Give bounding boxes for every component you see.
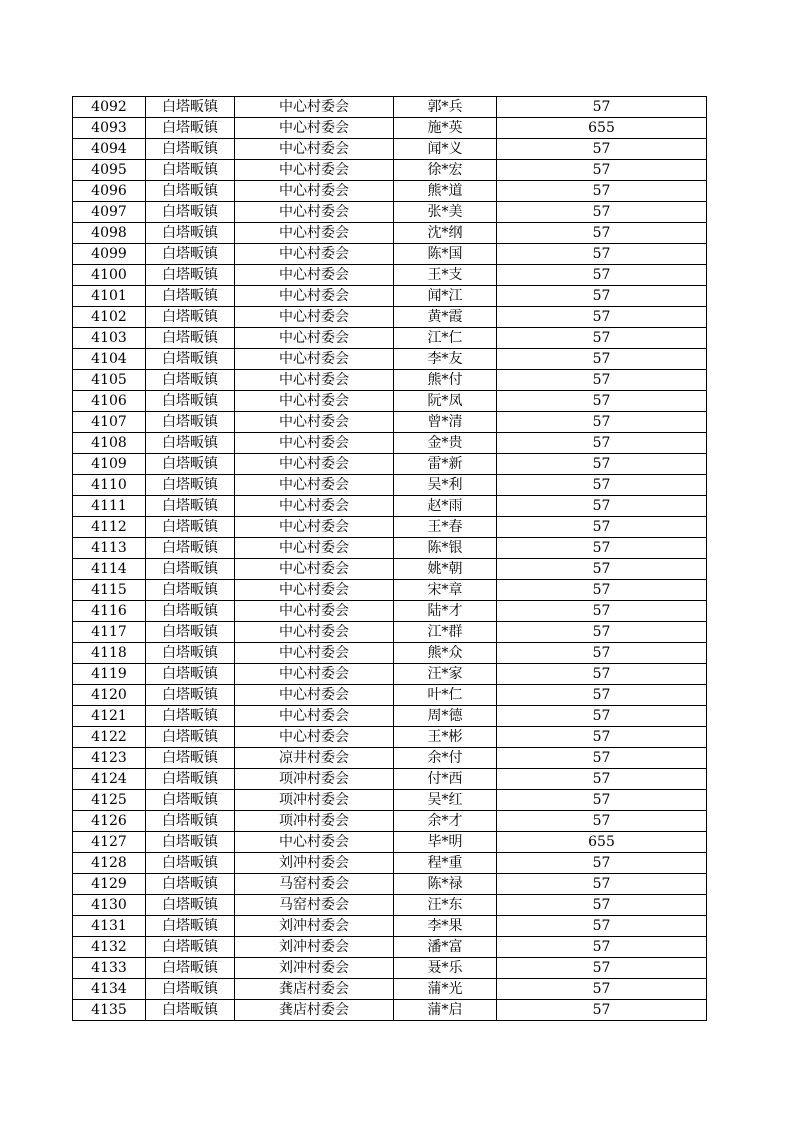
amount-cell: 57 bbox=[497, 664, 707, 685]
row-id-cell: 4101 bbox=[73, 286, 146, 307]
table-row bbox=[73, 622, 707, 643]
village-committee-cell: 中心村委会 bbox=[235, 265, 394, 286]
village-committee-cell: 中心村委会 bbox=[235, 538, 394, 559]
town-cell: 白塔畈镇 bbox=[146, 307, 235, 328]
village-committee-cell: 中心村委会 bbox=[235, 580, 394, 601]
amount-cell: 57 bbox=[497, 160, 707, 181]
village-committee-cell: 中心村委会 bbox=[235, 601, 394, 622]
name-cell: 叶*仁 bbox=[394, 685, 497, 706]
village-committee-cell: 项冲村委会 bbox=[235, 790, 394, 811]
table-row bbox=[73, 454, 707, 475]
town-cell: 白塔畈镇 bbox=[146, 769, 235, 790]
row-id-cell: 4098 bbox=[73, 223, 146, 244]
amount-cell: 57 bbox=[497, 895, 707, 916]
amount-cell: 57 bbox=[497, 181, 707, 202]
amount-cell: 57 bbox=[497, 244, 707, 265]
amount-cell: 57 bbox=[497, 874, 707, 895]
amount-cell: 57 bbox=[497, 139, 707, 160]
amount-cell: 57 bbox=[497, 202, 707, 223]
town-cell: 白塔畈镇 bbox=[146, 517, 235, 538]
row-id-cell: 4129 bbox=[73, 874, 146, 895]
town-cell: 白塔畈镇 bbox=[146, 832, 235, 853]
name-cell: 汪*家 bbox=[394, 664, 497, 685]
town-cell: 白塔畈镇 bbox=[146, 391, 235, 412]
town-cell: 白塔畈镇 bbox=[146, 748, 235, 769]
town-cell: 白塔畈镇 bbox=[146, 958, 235, 979]
table-row bbox=[73, 370, 707, 391]
village-committee-cell: 龚店村委会 bbox=[235, 979, 394, 1000]
village-committee-cell: 马窑村委会 bbox=[235, 895, 394, 916]
amount-cell: 57 bbox=[497, 853, 707, 874]
amount-cell: 57 bbox=[497, 370, 707, 391]
row-id-cell: 4132 bbox=[73, 937, 146, 958]
town-cell: 白塔畈镇 bbox=[146, 916, 235, 937]
town-cell: 白塔畈镇 bbox=[146, 475, 235, 496]
table-row bbox=[73, 895, 707, 916]
table-row bbox=[73, 727, 707, 748]
village-committee-cell: 中心村委会 bbox=[235, 244, 394, 265]
amount-cell: 57 bbox=[497, 1000, 707, 1021]
village-committee-cell: 龚店村委会 bbox=[235, 1000, 394, 1021]
table-row bbox=[73, 832, 707, 853]
name-cell: 蒲*启 bbox=[394, 1000, 497, 1021]
table-row bbox=[73, 979, 707, 1000]
town-cell: 白塔畈镇 bbox=[146, 559, 235, 580]
row-id-cell: 4130 bbox=[73, 895, 146, 916]
town-cell: 白塔畈镇 bbox=[146, 790, 235, 811]
row-id-cell: 4103 bbox=[73, 328, 146, 349]
name-cell: 江*群 bbox=[394, 622, 497, 643]
name-cell: 程*重 bbox=[394, 853, 497, 874]
village-committee-cell: 中心村委会 bbox=[235, 832, 394, 853]
town-cell: 白塔畈镇 bbox=[146, 853, 235, 874]
village-committee-cell: 中心村委会 bbox=[235, 664, 394, 685]
name-cell: 陈*国 bbox=[394, 244, 497, 265]
village-committee-cell: 中心村委会 bbox=[235, 118, 394, 139]
name-cell: 曾*清 bbox=[394, 412, 497, 433]
name-cell: 聂*乐 bbox=[394, 958, 497, 979]
village-committee-cell: 中心村委会 bbox=[235, 475, 394, 496]
table-row bbox=[73, 769, 707, 790]
village-committee-cell: 中心村委会 bbox=[235, 139, 394, 160]
name-cell: 吴*红 bbox=[394, 790, 497, 811]
table-row bbox=[73, 97, 707, 118]
name-cell: 沈*纲 bbox=[394, 223, 497, 244]
town-cell: 白塔畈镇 bbox=[146, 433, 235, 454]
table-row bbox=[73, 496, 707, 517]
town-cell: 白塔畈镇 bbox=[146, 979, 235, 1000]
table-row bbox=[73, 643, 707, 664]
table-row bbox=[73, 265, 707, 286]
town-cell: 白塔畈镇 bbox=[146, 265, 235, 286]
row-id-cell: 4121 bbox=[73, 706, 146, 727]
village-committee-cell: 中心村委会 bbox=[235, 559, 394, 580]
table-row bbox=[73, 160, 707, 181]
table-row bbox=[73, 811, 707, 832]
town-cell: 白塔畈镇 bbox=[146, 538, 235, 559]
table-row bbox=[73, 580, 707, 601]
name-cell: 黄*霞 bbox=[394, 307, 497, 328]
name-cell: 闻*义 bbox=[394, 139, 497, 160]
table-row bbox=[73, 286, 707, 307]
amount-cell: 57 bbox=[497, 559, 707, 580]
row-id-cell: 4126 bbox=[73, 811, 146, 832]
town-cell: 白塔畈镇 bbox=[146, 601, 235, 622]
table-row bbox=[73, 538, 707, 559]
table-row bbox=[73, 223, 707, 244]
row-id-cell: 4135 bbox=[73, 1000, 146, 1021]
village-committee-cell: 中心村委会 bbox=[235, 454, 394, 475]
name-cell: 阮*凤 bbox=[394, 391, 497, 412]
table-row bbox=[73, 706, 707, 727]
amount-cell: 57 bbox=[497, 517, 707, 538]
row-id-cell: 4106 bbox=[73, 391, 146, 412]
village-committee-cell: 中心村委会 bbox=[235, 307, 394, 328]
amount-cell: 57 bbox=[497, 223, 707, 244]
amount-cell: 57 bbox=[497, 748, 707, 769]
town-cell: 白塔畈镇 bbox=[146, 895, 235, 916]
amount-cell: 57 bbox=[497, 391, 707, 412]
row-id-cell: 4092 bbox=[73, 97, 146, 118]
town-cell: 白塔畈镇 bbox=[146, 580, 235, 601]
row-id-cell: 4127 bbox=[73, 832, 146, 853]
table-row bbox=[73, 937, 707, 958]
town-cell: 白塔畈镇 bbox=[146, 811, 235, 832]
table-row bbox=[73, 307, 707, 328]
amount-cell: 57 bbox=[497, 496, 707, 517]
town-cell: 白塔畈镇 bbox=[146, 160, 235, 181]
name-cell: 吴*利 bbox=[394, 475, 497, 496]
name-cell: 付*西 bbox=[394, 769, 497, 790]
village-committee-cell: 项冲村委会 bbox=[235, 769, 394, 790]
village-committee-cell: 项冲村委会 bbox=[235, 811, 394, 832]
village-committee-cell: 中心村委会 bbox=[235, 433, 394, 454]
name-cell: 李*友 bbox=[394, 349, 497, 370]
village-committee-cell: 中心村委会 bbox=[235, 685, 394, 706]
village-committee-cell: 中心村委会 bbox=[235, 181, 394, 202]
town-cell: 白塔畈镇 bbox=[146, 328, 235, 349]
row-id-cell: 4116 bbox=[73, 601, 146, 622]
amount-cell: 57 bbox=[497, 433, 707, 454]
row-id-cell: 4125 bbox=[73, 790, 146, 811]
amount-cell: 57 bbox=[497, 286, 707, 307]
town-cell: 白塔畈镇 bbox=[146, 937, 235, 958]
village-committee-cell: 中心村委会 bbox=[235, 643, 394, 664]
village-committee-cell: 中心村委会 bbox=[235, 517, 394, 538]
table-row bbox=[73, 559, 707, 580]
town-cell: 白塔畈镇 bbox=[146, 1000, 235, 1021]
amount-cell: 655 bbox=[497, 118, 707, 139]
town-cell: 白塔畈镇 bbox=[146, 727, 235, 748]
name-cell: 熊*道 bbox=[394, 181, 497, 202]
row-id-cell: 4109 bbox=[73, 454, 146, 475]
village-committee-cell: 中心村委会 bbox=[235, 622, 394, 643]
row-id-cell: 4111 bbox=[73, 496, 146, 517]
amount-cell: 57 bbox=[497, 97, 707, 118]
row-id-cell: 4095 bbox=[73, 160, 146, 181]
amount-cell: 57 bbox=[497, 979, 707, 1000]
row-id-cell: 4099 bbox=[73, 244, 146, 265]
town-cell: 白塔畈镇 bbox=[146, 118, 235, 139]
village-committee-cell: 中心村委会 bbox=[235, 223, 394, 244]
name-cell: 余*才 bbox=[394, 811, 497, 832]
town-cell: 白塔畈镇 bbox=[146, 643, 235, 664]
table-row bbox=[73, 391, 707, 412]
village-committee-cell: 中心村委会 bbox=[235, 370, 394, 391]
amount-cell: 57 bbox=[497, 412, 707, 433]
row-id-cell: 4100 bbox=[73, 265, 146, 286]
row-id-cell: 4128 bbox=[73, 853, 146, 874]
amount-cell: 57 bbox=[497, 601, 707, 622]
village-committee-cell: 中心村委会 bbox=[235, 727, 394, 748]
village-committee-cell: 刘冲村委会 bbox=[235, 937, 394, 958]
amount-cell: 57 bbox=[497, 769, 707, 790]
table-row bbox=[73, 601, 707, 622]
village-committee-cell: 刘冲村委会 bbox=[235, 958, 394, 979]
name-cell: 张*美 bbox=[394, 202, 497, 223]
row-id-cell: 4118 bbox=[73, 643, 146, 664]
name-cell: 陈*禄 bbox=[394, 874, 497, 895]
row-id-cell: 4123 bbox=[73, 748, 146, 769]
name-cell: 潘*富 bbox=[394, 937, 497, 958]
row-id-cell: 4122 bbox=[73, 727, 146, 748]
name-cell: 王*彬 bbox=[394, 727, 497, 748]
name-cell: 陈*银 bbox=[394, 538, 497, 559]
row-id-cell: 4113 bbox=[73, 538, 146, 559]
name-cell: 郭*兵 bbox=[394, 97, 497, 118]
amount-cell: 57 bbox=[497, 538, 707, 559]
table-row bbox=[73, 1000, 707, 1021]
data-table bbox=[72, 96, 707, 1021]
name-cell: 熊*众 bbox=[394, 643, 497, 664]
row-id-cell: 4093 bbox=[73, 118, 146, 139]
town-cell: 白塔畈镇 bbox=[146, 181, 235, 202]
table-row bbox=[73, 664, 707, 685]
table-row bbox=[73, 139, 707, 160]
name-cell: 陆*才 bbox=[394, 601, 497, 622]
village-committee-cell: 刘冲村委会 bbox=[235, 916, 394, 937]
row-id-cell: 4105 bbox=[73, 370, 146, 391]
amount-cell: 57 bbox=[497, 685, 707, 706]
amount-cell: 57 bbox=[497, 643, 707, 664]
town-cell: 白塔畈镇 bbox=[146, 496, 235, 517]
amount-cell: 57 bbox=[497, 706, 707, 727]
village-committee-cell: 中心村委会 bbox=[235, 286, 394, 307]
row-id-cell: 4114 bbox=[73, 559, 146, 580]
row-id-cell: 4102 bbox=[73, 307, 146, 328]
row-id-cell: 4133 bbox=[73, 958, 146, 979]
row-id-cell: 4120 bbox=[73, 685, 146, 706]
village-committee-cell: 中心村委会 bbox=[235, 706, 394, 727]
row-id-cell: 4107 bbox=[73, 412, 146, 433]
row-id-cell: 4110 bbox=[73, 475, 146, 496]
table-row bbox=[73, 517, 707, 538]
table-row bbox=[73, 790, 707, 811]
amount-cell: 57 bbox=[497, 937, 707, 958]
row-id-cell: 4108 bbox=[73, 433, 146, 454]
table-row bbox=[73, 349, 707, 370]
town-cell: 白塔畈镇 bbox=[146, 349, 235, 370]
town-cell: 白塔畈镇 bbox=[146, 874, 235, 895]
row-id-cell: 4112 bbox=[73, 517, 146, 538]
town-cell: 白塔畈镇 bbox=[146, 244, 235, 265]
amount-cell: 57 bbox=[497, 265, 707, 286]
amount-cell: 57 bbox=[497, 475, 707, 496]
amount-cell: 57 bbox=[497, 328, 707, 349]
name-cell: 李*果 bbox=[394, 916, 497, 937]
name-cell: 施*英 bbox=[394, 118, 497, 139]
row-id-cell: 4124 bbox=[73, 769, 146, 790]
town-cell: 白塔畈镇 bbox=[146, 412, 235, 433]
row-id-cell: 4115 bbox=[73, 580, 146, 601]
village-committee-cell: 中心村委会 bbox=[235, 391, 394, 412]
name-cell: 蒲*光 bbox=[394, 979, 497, 1000]
town-cell: 白塔畈镇 bbox=[146, 706, 235, 727]
table-row bbox=[73, 328, 707, 349]
village-committee-cell: 中心村委会 bbox=[235, 412, 394, 433]
town-cell: 白塔畈镇 bbox=[146, 223, 235, 244]
amount-cell: 57 bbox=[497, 622, 707, 643]
name-cell: 雷*新 bbox=[394, 454, 497, 475]
name-cell: 赵*雨 bbox=[394, 496, 497, 517]
town-cell: 白塔畈镇 bbox=[146, 370, 235, 391]
amount-cell: 57 bbox=[497, 307, 707, 328]
village-committee-cell: 中心村委会 bbox=[235, 496, 394, 517]
name-cell: 汪*东 bbox=[394, 895, 497, 916]
amount-cell: 57 bbox=[497, 958, 707, 979]
table-body bbox=[73, 97, 707, 1021]
town-cell: 白塔畈镇 bbox=[146, 685, 235, 706]
name-cell: 徐*宏 bbox=[394, 160, 497, 181]
village-committee-cell: 刘冲村委会 bbox=[235, 853, 394, 874]
table-row bbox=[73, 181, 707, 202]
table-row bbox=[73, 853, 707, 874]
name-cell: 王*春 bbox=[394, 517, 497, 538]
table-row bbox=[73, 433, 707, 454]
table-row bbox=[73, 685, 707, 706]
row-id-cell: 4119 bbox=[73, 664, 146, 685]
row-id-cell: 4131 bbox=[73, 916, 146, 937]
name-cell: 江*仁 bbox=[394, 328, 497, 349]
village-committee-cell: 中心村委会 bbox=[235, 97, 394, 118]
table-row bbox=[73, 244, 707, 265]
village-committee-cell: 中心村委会 bbox=[235, 202, 394, 223]
name-cell: 熊*付 bbox=[394, 370, 497, 391]
table-row bbox=[73, 118, 707, 139]
name-cell: 姚*朝 bbox=[394, 559, 497, 580]
name-cell: 金*贵 bbox=[394, 433, 497, 454]
amount-cell: 57 bbox=[497, 727, 707, 748]
town-cell: 白塔畈镇 bbox=[146, 664, 235, 685]
amount-cell: 57 bbox=[497, 349, 707, 370]
village-committee-cell: 中心村委会 bbox=[235, 328, 394, 349]
town-cell: 白塔畈镇 bbox=[146, 139, 235, 160]
table-row bbox=[73, 916, 707, 937]
table-row bbox=[73, 958, 707, 979]
name-cell: 宋*章 bbox=[394, 580, 497, 601]
row-id-cell: 4097 bbox=[73, 202, 146, 223]
row-id-cell: 4096 bbox=[73, 181, 146, 202]
amount-cell: 57 bbox=[497, 454, 707, 475]
amount-cell: 57 bbox=[497, 811, 707, 832]
table-row bbox=[73, 412, 707, 433]
table-row bbox=[73, 874, 707, 895]
town-cell: 白塔畈镇 bbox=[146, 454, 235, 475]
amount-cell: 57 bbox=[497, 580, 707, 601]
row-id-cell: 4134 bbox=[73, 979, 146, 1000]
name-cell: 王*支 bbox=[394, 265, 497, 286]
amount-cell: 57 bbox=[497, 790, 707, 811]
village-committee-cell: 中心村委会 bbox=[235, 160, 394, 181]
name-cell: 闻*江 bbox=[394, 286, 497, 307]
town-cell: 白塔畈镇 bbox=[146, 202, 235, 223]
row-id-cell: 4094 bbox=[73, 139, 146, 160]
name-cell: 余*付 bbox=[394, 748, 497, 769]
row-id-cell: 4117 bbox=[73, 622, 146, 643]
village-committee-cell: 凉井村委会 bbox=[235, 748, 394, 769]
name-cell: 毕*明 bbox=[394, 832, 497, 853]
row-id-cell: 4104 bbox=[73, 349, 146, 370]
name-cell: 周*德 bbox=[394, 706, 497, 727]
amount-cell: 57 bbox=[497, 916, 707, 937]
town-cell: 白塔畈镇 bbox=[146, 286, 235, 307]
town-cell: 白塔畈镇 bbox=[146, 97, 235, 118]
amount-cell: 655 bbox=[497, 832, 707, 853]
village-committee-cell: 中心村委会 bbox=[235, 349, 394, 370]
table-row bbox=[73, 475, 707, 496]
table-row bbox=[73, 202, 707, 223]
table-row bbox=[73, 748, 707, 769]
village-committee-cell: 马窑村委会 bbox=[235, 874, 394, 895]
town-cell: 白塔畈镇 bbox=[146, 622, 235, 643]
